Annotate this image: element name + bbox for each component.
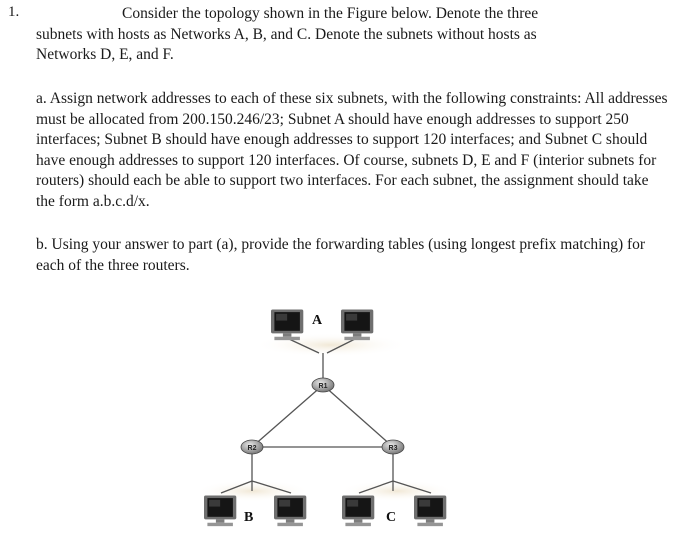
subnet-b-computer-2 [274, 496, 306, 527]
intro-line-1: Consider the topology shown in the Figure below. Denote the three [122, 5, 539, 22]
link-r1-r2 [252, 385, 323, 447]
subnet-a-lan [253, 333, 409, 357]
subnet-b-label: B [244, 510, 254, 525]
part-b-text: b. Using your answer to part (a), provide the forwarding tables (using longest prefix matching) for each of the three routers. [36, 236, 646, 274]
intro-line-3: Networks D, E, and F. [36, 46, 174, 63]
router-r1-label: R1 [318, 383, 328, 390]
router-r2 [241, 440, 263, 454]
subnet-c-computer-1 [342, 496, 374, 527]
question-number: 1. [8, 4, 20, 20]
intro-line-2: subnets with hosts as Networks A, B, and C. Denote the subnets without hosts as [36, 25, 537, 43]
links [221, 339, 431, 493]
part-a-text: a. Assign network addresses to each of these six subnets, with the following constraints: All addresses must be allocated from 200.150.246/23; Subnet A should have enough addresses to support 250 interfaces; Subnet B should have enough addresses to support 120 interfaces; and Subnet C should have enough addresses to support 120 interfaces. Of course, subnets D, E and F (interior subnets for routers) should each be able to support two interfaces. For each subnet, the assignment should take the form a.b.c.d/x. [36, 90, 668, 210]
subnet-c-computer-2 [414, 496, 446, 527]
router-r1 [312, 378, 334, 392]
link-r1-r3 [323, 385, 393, 447]
subnet-b-computer-1 [204, 496, 236, 527]
subnet-c-label: C [386, 510, 397, 525]
network-topology-figure [195, 295, 455, 539]
router-r3-label: R3 [388, 445, 398, 452]
subnet-a-label: A [312, 313, 323, 328]
question-intro [36, 4, 670, 66]
router-r3 [382, 440, 404, 454]
router-r2-label: R2 [247, 445, 257, 452]
